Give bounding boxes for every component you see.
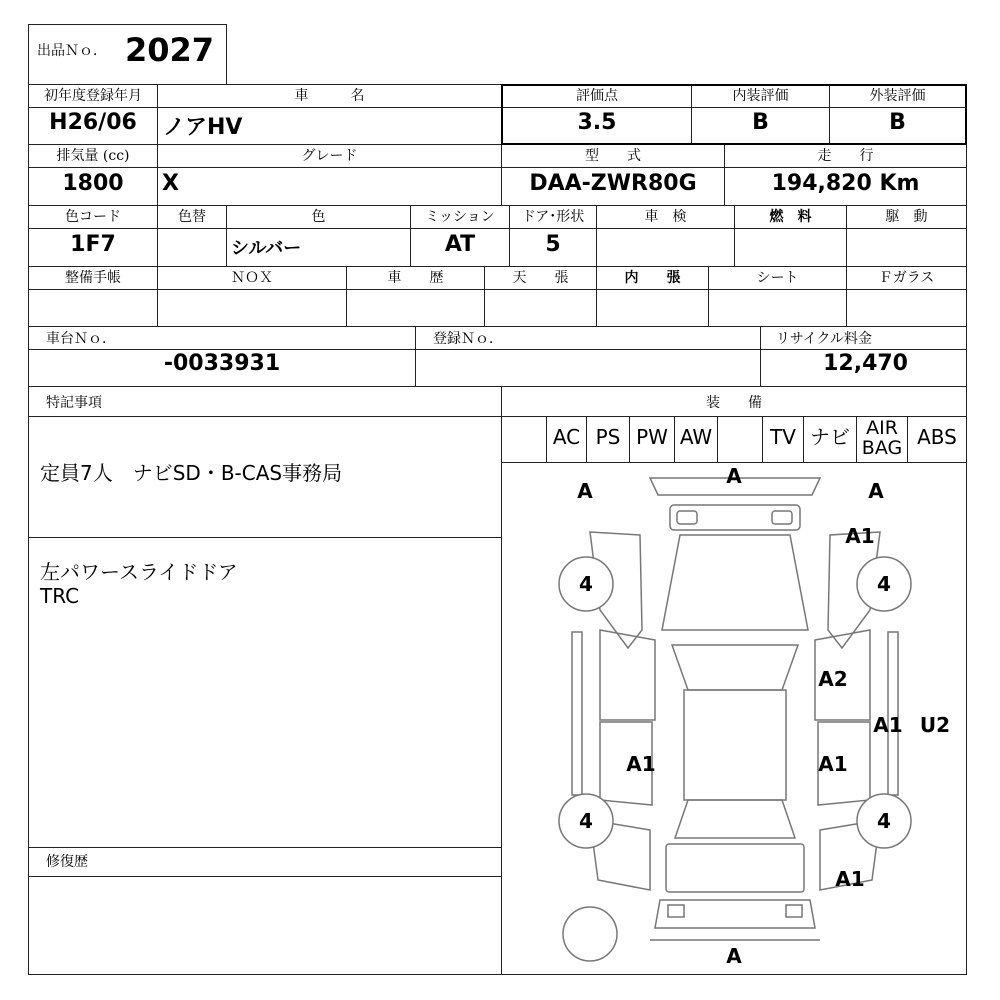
fglass-label: Ｆガラス	[878, 270, 935, 286]
grade-value: X	[162, 171, 179, 196]
mark-right-front-door: A2	[818, 667, 848, 691]
color-code-label: 色コード	[65, 209, 121, 225]
score-label: 評価点	[576, 88, 618, 104]
model-label: 型 式	[585, 148, 641, 164]
chassis-value: -0033931	[163, 351, 281, 376]
score-value: 3.5	[577, 110, 617, 135]
mark-front-top: A	[726, 464, 742, 488]
mark-right-rear-door-u2: U2	[919, 713, 951, 737]
color-value: シルバー	[231, 238, 302, 259]
mark-right-side: A1	[818, 752, 848, 776]
displacement-value: 1800	[62, 171, 124, 196]
first-reg-value: H26/06	[49, 110, 137, 135]
notes-line-2: 左パワースライドドア	[40, 560, 238, 584]
grade-label: グレード	[301, 148, 358, 164]
rule-row2-end	[28, 205, 967, 206]
equip-ac: AC	[552, 425, 581, 449]
equip-abs: ABS	[917, 425, 957, 449]
mark-right-rear-quarter: A1	[835, 867, 865, 891]
listing-number-box	[28, 24, 227, 85]
rule-row3-end	[28, 266, 967, 267]
equip-pw: PW	[636, 425, 668, 449]
car-name-value: ノアHV	[163, 115, 243, 140]
mark-tire-fl: 4	[579, 572, 593, 596]
rule-v	[415, 327, 416, 386]
equip-blank	[718, 417, 762, 461]
color-label: 色	[311, 209, 326, 225]
color-code-value: 1F7	[70, 232, 116, 257]
nox-label: ＮＯＸ	[231, 270, 273, 286]
rule-row5-end	[28, 386, 967, 387]
mark-rear-bottom: A	[726, 944, 742, 968]
rule-row4-end	[28, 326, 967, 327]
recycle-label: リサイクル料金	[776, 331, 873, 347]
inspection-label: 車 検	[644, 209, 687, 225]
listing-number: 2027	[125, 31, 215, 69]
rule-notes-split	[28, 537, 502, 538]
drive-label: 駆 動	[885, 209, 928, 225]
mark-tire-rl: 4	[579, 809, 593, 833]
equip-ps: PS	[595, 425, 621, 449]
rule-row3-label	[28, 228, 967, 229]
repaint-label: 色替	[178, 209, 206, 225]
equipment-label: 装 備	[706, 395, 762, 411]
mark-front-left: A	[577, 479, 593, 503]
recycle-value: 12,470	[823, 351, 908, 376]
listing-number-label: 出品Ｎｏ．	[37, 43, 107, 59]
interior-value: B	[752, 110, 769, 135]
exterior-label: 外装評価	[869, 88, 926, 104]
door-value: 5	[545, 232, 561, 257]
chassis-label: 車台Ｎｏ．	[46, 331, 116, 347]
displacement-label: 排気量 (cc)	[56, 148, 130, 164]
roof-label: 天 張	[512, 270, 569, 286]
rule-row5-label	[28, 349, 967, 350]
rule-repair-label	[28, 876, 502, 877]
fuel-label: 燃 料	[769, 209, 812, 225]
rule-row2-label	[28, 167, 967, 168]
mark-tire-rr: 4	[877, 809, 891, 833]
notes-line-3: TRC	[40, 584, 80, 608]
mileage-label: 走 行	[817, 148, 874, 164]
interior-trim-label: 内 張	[624, 270, 681, 286]
service-label: 整備手帳	[65, 270, 121, 286]
history-label: 車 歴	[387, 270, 444, 286]
mark-left-side: A1	[626, 752, 656, 776]
mark-front-right: A	[868, 479, 884, 503]
equip-airbag: AIR BAG	[861, 417, 903, 459]
car-damage-diagram	[502, 462, 966, 974]
equip-navi: ナビ	[810, 425, 850, 449]
equip-tv: TV	[770, 425, 796, 449]
equip-aw: AW	[679, 425, 713, 449]
repair-label: 修復歴	[46, 854, 88, 870]
mission-value: AT	[444, 232, 476, 257]
mission-label: ミッション	[425, 209, 495, 225]
car-name-label: 車 名	[294, 88, 365, 104]
interior-label: 内装評価	[732, 88, 789, 104]
rule-repair-top	[28, 847, 502, 848]
rule-row4-label	[28, 289, 967, 290]
registration-label: 登録Ｎｏ．	[433, 331, 503, 347]
first-reg-label: 初年度登録年月	[44, 88, 142, 104]
exterior-value: B	[889, 110, 906, 135]
mark-right-fender: A1	[845, 524, 875, 548]
model-value: DAA-ZWR80G	[529, 171, 697, 196]
mark-tire-fr: 4	[877, 572, 891, 596]
seat-label: シート	[756, 270, 799, 286]
spare-tire	[563, 907, 617, 961]
mark-right-rear-door-a1: A1	[873, 713, 903, 737]
notes-label: 特記事項	[46, 395, 102, 411]
notes-line-1: 定員7人 ナビSD・B-CAS事務局	[40, 461, 343, 485]
mileage-value: 194,820 Km	[771, 171, 920, 196]
door-label: ドア･形状	[521, 209, 585, 225]
